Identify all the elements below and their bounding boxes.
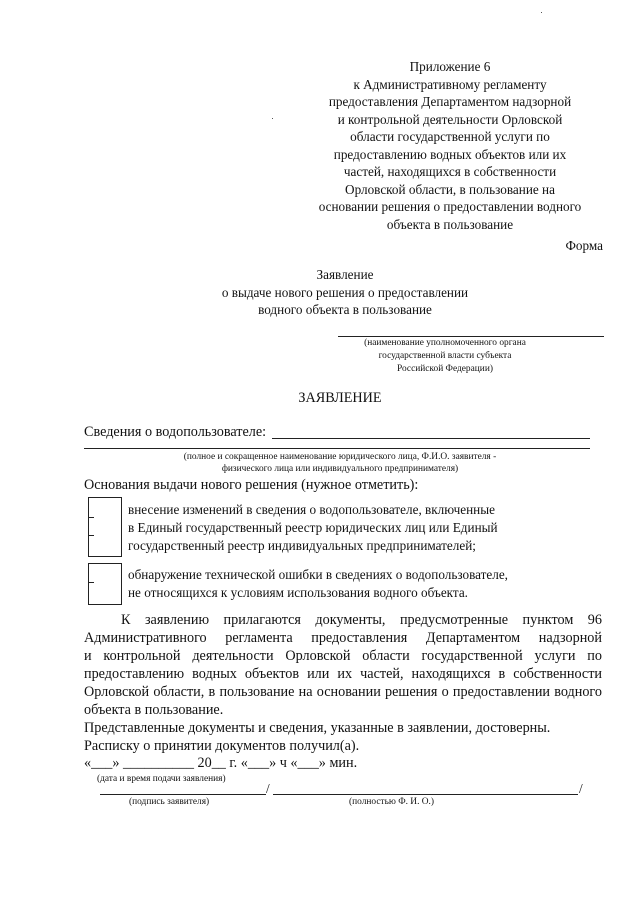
- option-1-line: в Единый государственный реестр юридических лиц или Единый: [128, 520, 498, 535]
- receipt-text: Расписку о принятии документов получил(а).: [84, 738, 360, 754]
- main-heading: ЗАЯВЛЕНИЕ: [298, 390, 382, 406]
- title-line: водного объекта в пользование: [258, 302, 432, 317]
- paragraph-line: Орловской области, в пользование на основании решения о предоставлении водного: [84, 684, 602, 700]
- full-name-line[interactable]: [273, 794, 578, 795]
- option-2-line: не относящихся к условиям использования водного объекта.: [128, 585, 468, 600]
- option-2-line: обнаружение технической ошибки в сведениях о водопользователе,: [128, 567, 508, 582]
- signature-line[interactable]: [100, 794, 266, 795]
- certification-text: Представленные документы и сведения, указанные в заявлении, достоверны.: [84, 720, 551, 736]
- applicant-caption-line: физического лица или индивидуального предпринимателя): [221, 464, 459, 474]
- appendix-line: предоставления Департаментом надзорной: [328, 94, 572, 109]
- datetime-caption: (дата и время подачи заявления): [97, 774, 226, 784]
- appendix-line: и контрольной деятельности Орловской: [337, 111, 563, 127]
- paragraph-line: и контрольной деятельности Орловской области государственной услуги по: [84, 648, 602, 664]
- datetime-fields[interactable]: «___» __________ 20__ г. «___» ч «___» мин.: [84, 755, 358, 771]
- appendix-line: области государственной услуги по: [350, 129, 550, 144]
- scan-speck: [272, 118, 273, 119]
- appendix-line: основании решения о предоставлении водного: [318, 199, 582, 214]
- form-label: Форма: [565, 238, 603, 253]
- title-line: о выдаче нового решения о предоставлении: [221, 284, 469, 300]
- title-line: Заявление: [316, 267, 374, 282]
- signature-caption: (подпись заявителя): [129, 797, 210, 807]
- checkbox-tick: [88, 535, 94, 536]
- applicant-input-line-2[interactable]: [84, 448, 590, 449]
- checkbox-option-2[interactable]: [88, 563, 122, 605]
- signature-slash: /: [266, 781, 270, 796]
- option-1-line: государственный реестр индивидуальных предпринимателей;: [128, 538, 476, 553]
- checkbox-option-1[interactable]: [88, 497, 122, 557]
- grounds-label: Основания выдачи нового решения (нужное отметить):: [84, 477, 419, 493]
- appendix-line: частей, находящихся в собственности: [343, 164, 557, 179]
- applicant-input-line[interactable]: [272, 438, 590, 439]
- appendix-line: к Административному регламенту: [353, 76, 547, 92]
- authority-caption-line: (наименование уполномоченного органа: [364, 338, 526, 348]
- scan-speck: [541, 12, 542, 13]
- paragraph-line: предоставлению водных объектов или их частей, находящихся в собственности: [84, 666, 602, 682]
- full-name-slash: /: [579, 781, 583, 796]
- authority-caption-line: государственной власти субъекта: [378, 351, 512, 361]
- applicant-label: Сведения о водопользователе:: [84, 424, 267, 440]
- applicant-caption-line: (полное и сокращенное наименование юридического лица, Ф.И.О. заявителя -: [183, 452, 497, 462]
- checkbox-tick: [88, 517, 94, 518]
- option-1-line: внесение изменений в сведения о водопользователе, включенные: [128, 502, 495, 517]
- appendix-line: Приложение 6: [409, 59, 491, 74]
- appendix-line: Орловской области, в пользование на: [345, 181, 555, 197]
- appendix-line: предоставлению водных объектов или их: [333, 146, 567, 162]
- appendix-line: объекта в пользование: [386, 216, 514, 232]
- paragraph-line: К заявлению прилагаются документы, предусмотренные пунктом 96: [121, 612, 602, 628]
- authority-caption-line: Российской Федерации): [397, 364, 493, 374]
- full-name-caption: (полностью Ф. И. О.): [349, 797, 434, 807]
- checkbox-tick: [88, 582, 94, 583]
- paragraph-line: объекта в пользование.: [84, 702, 224, 718]
- paragraph-line: Административного регламента предоставления Департаментом надзорной: [84, 630, 602, 646]
